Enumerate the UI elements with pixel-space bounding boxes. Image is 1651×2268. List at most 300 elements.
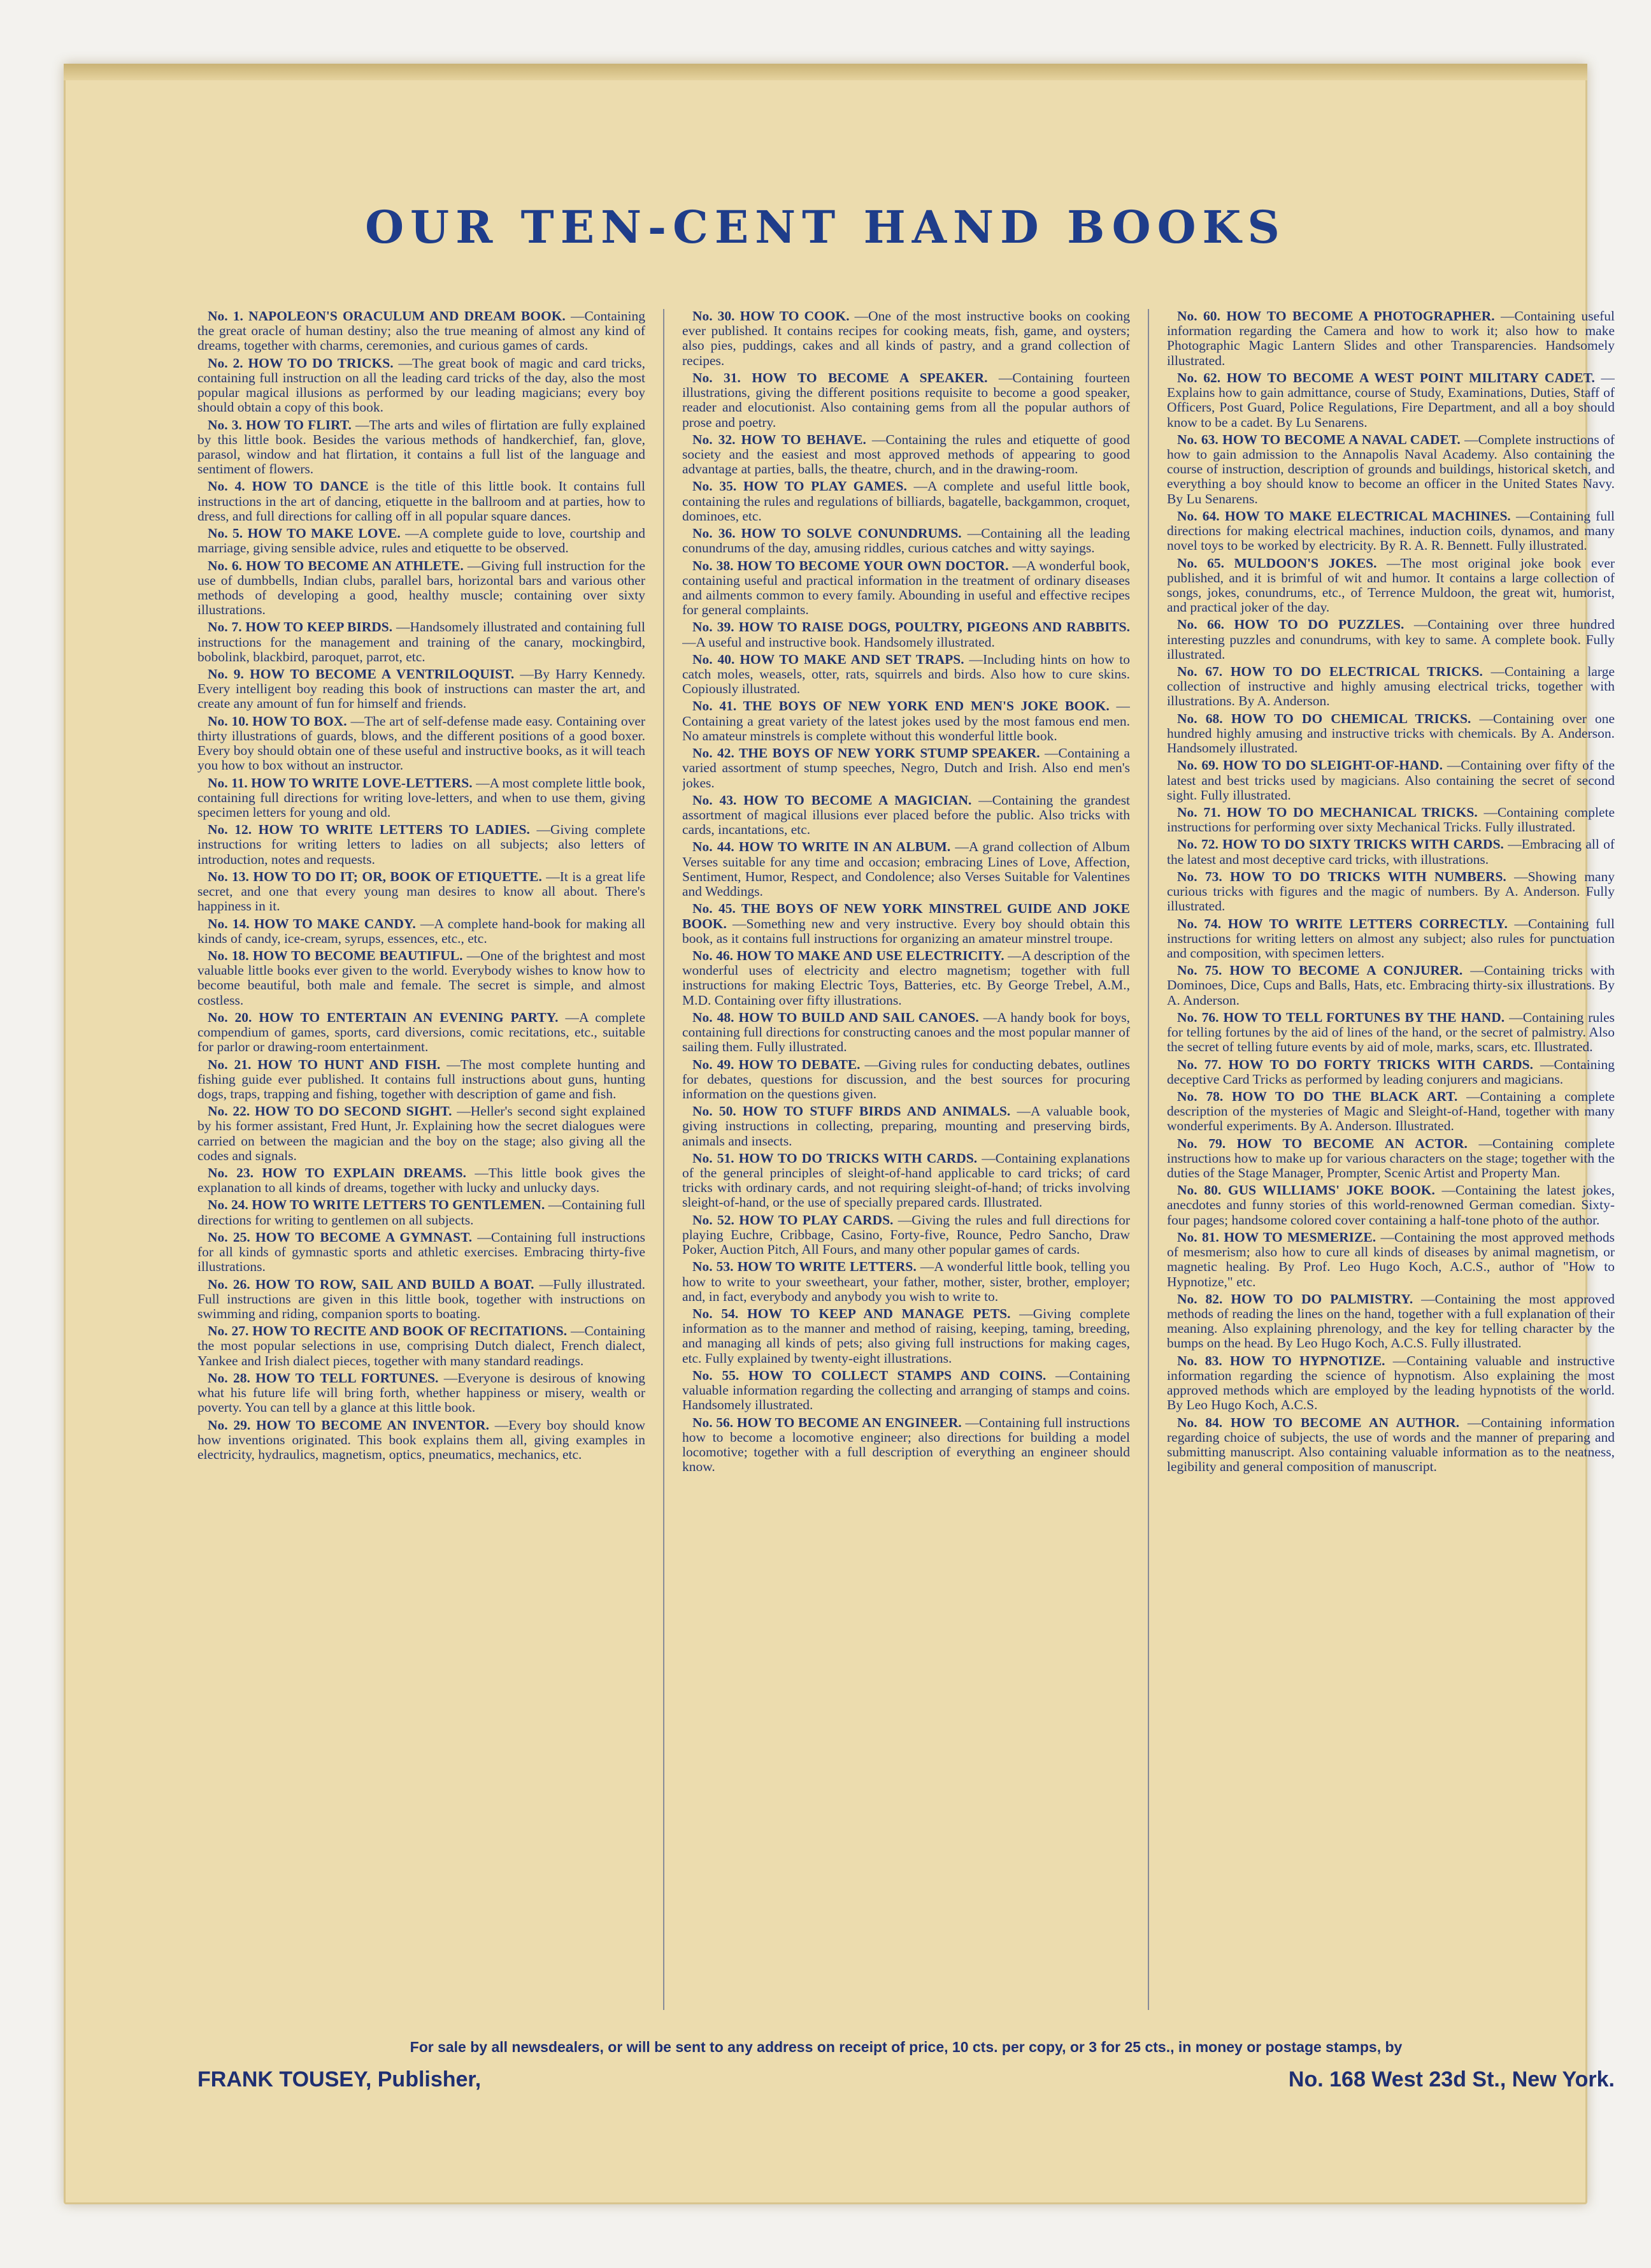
- catalog-entry: [682, 309, 1130, 368]
- catalog-entry: [1167, 433, 1615, 506]
- entry-heading: [692, 558, 1008, 573]
- entry-description: —Containing the most approved methods of reading the lines on the hand, together with a full explanation of their meaning. Also explaining phrenology, and the key for telling character by the bumps on the head. By Leo Hugo Koch, A.C.S. Fully illustrated.: [1167, 1291, 1615, 1351]
- entry-description: —A most complete little book, containing full directions for writing love-letters, and when to use them, giving specimen letters for young and old.: [197, 775, 645, 820]
- entry-number: No. 76.: [1177, 1009, 1219, 1025]
- entry-title: HOW TO EXPLAIN DREAMS.: [262, 1165, 466, 1181]
- entry-heading: [1177, 617, 1404, 632]
- entry-title: HOW TO FLIRT.: [246, 417, 352, 433]
- entry-heading: [1177, 432, 1461, 447]
- publisher-address: No. 168 West 23d St., New York.: [1288, 2067, 1615, 2092]
- entry-number: No. 22.: [208, 1103, 250, 1119]
- entry-heading: [1177, 805, 1478, 820]
- catalog-entry: [682, 699, 1130, 743]
- entry-description: —Containing complete instructions how to make up for various characters on the stage; together with the duties of the Stage Manager, Prompter, Scenic Artist and Property Man.: [1167, 1135, 1615, 1181]
- entry-heading: [208, 666, 514, 682]
- catalog-entry: [197, 1371, 645, 1416]
- entry-description: —Including hints on how to catch moles, weasels, otter, rats, squirrels and birds. Also how to cure skins. Copiously illustrated.: [682, 651, 1130, 697]
- catalog-entry: [197, 479, 645, 524]
- entry-heading: [692, 478, 907, 494]
- catalog-entry: [1167, 664, 1615, 709]
- catalog-entry: [197, 1324, 645, 1368]
- entry-heading: [208, 1103, 452, 1119]
- entry-title: HOW TO BECOME A PHOTOGRAPHER.: [1226, 309, 1495, 324]
- entry-description: —Containing deceptive Card Tricks as performed by leading conjurers and magicians.: [1167, 1056, 1615, 1087]
- catalog-entry: [682, 433, 1130, 477]
- entry-number: No. 69.: [1177, 757, 1219, 773]
- entry-number: No. 2.: [208, 355, 243, 371]
- entry-number: No. 7.: [208, 619, 242, 635]
- entry-heading: [208, 619, 392, 635]
- entry-heading: [692, 698, 1110, 714]
- catalog-entry: [197, 1104, 645, 1163]
- entry-heading: [208, 714, 347, 729]
- entry-heading: [208, 478, 369, 494]
- entry-description: —A complete and useful little book, containing the rules and regulations of billiards, bagatelle, backgammon, croquet, dominoes, etc.: [682, 478, 1130, 524]
- footer: [197, 2039, 1615, 2092]
- entry-description: is the title of this little book. It contains full instructions in the art of dancing, etiquette in the ballroom and at parties, how to dress, and full directions for calling off in all popular square dances.: [197, 478, 645, 524]
- entry-number: No. 45.: [692, 901, 736, 917]
- entry-description: —Containing the most approved methods of mesmerism; also how to cure all kinds of diseases by animal magnetism, or magnetic healing. By Prof. Leo Hugo Koch, A.C.S., author of "How to Hypnotize," etc.: [1167, 1229, 1615, 1289]
- entry-number: No. 44.: [692, 839, 734, 855]
- catalog-entry: [197, 1166, 645, 1195]
- catalog-entry: [197, 309, 645, 354]
- catalog-entry: [682, 1416, 1130, 1475]
- entry-description: —Containing a great variety of the latest jokes used by the most famous end men. No amateur minstrels is complete without this wonderful little book.: [682, 698, 1130, 743]
- entry-number: No. 14.: [208, 915, 250, 931]
- entry-heading: [692, 1306, 1010, 1321]
- catalog-entry: [682, 1010, 1130, 1055]
- entry-title: THE BOYS OF NEW YORK STUMP SPEAKER.: [738, 745, 1040, 761]
- entry-description: —Containing useful information regarding the Camera and how to work it; also how to make Photographic Magic Lantern Slides and other Transparencies. Handsomely illustrated.: [1167, 309, 1615, 368]
- entry-title: HOW TO DEBATE.: [738, 1056, 861, 1072]
- entry-number: No. 36.: [692, 526, 736, 542]
- entry-title: HOW TO KEEP AND MANAGE PETS.: [747, 1306, 1011, 1321]
- entry-title: HOW TO DO THE BLACK ART.: [1232, 1088, 1458, 1104]
- entry-heading: [692, 745, 1040, 761]
- entry-description: —Containing the grandest assortment of magical illusions ever placed before the public. Also tricks with cards, incantations, etc.: [682, 792, 1130, 838]
- entry-description: —Containing full directions for making electrical machines, induction coils, dynamos, and many novel toys to be worked by electricity. By R. A. R. Bennett. Fully illustrated.: [1167, 508, 1615, 554]
- catalog-entry: [1167, 509, 1615, 554]
- page-top-edge: [64, 64, 1587, 80]
- entry-heading: [1177, 836, 1504, 852]
- catalog-entry: [197, 1418, 645, 1463]
- entry-heading: [1177, 1010, 1504, 1025]
- catalog-entry: [197, 1010, 645, 1055]
- entry-number: No. 63.: [1177, 431, 1219, 447]
- entry-description: —It is a great life secret, and one that every young man desires to know all about. There's happiness in it.: [197, 868, 645, 914]
- entry-number: No. 42.: [692, 745, 734, 761]
- entry-number: No. 54.: [692, 1306, 739, 1321]
- entry-heading: [1177, 370, 1595, 385]
- entry-title: HOW TO BECOME AN ENGINEER.: [736, 1414, 962, 1430]
- entry-description: —Containing explanations of the general principles of sleight-of-hand applicable to card tricks; of card tricks with ordinary cards, and not requiring sleight-of-hand; of tricks involving sleight-of-hand, or the use of specially prepared cards. Illustrated.: [682, 1150, 1130, 1210]
- ordering-note: For sale by all newsdealers, or will be sent to any address on receipt of price, 10 cts. per copy, or 3 for 25 cts., in money or postage stamps, by: [410, 2039, 1403, 2055]
- entry-heading: [1177, 711, 1471, 726]
- entry-title: HOW TO WRITE LOVE-LETTERS.: [251, 775, 473, 791]
- entry-description: —Containing valuable and instructive information regarding the science of hypnotism. Also explaining the most approved methods which are employed by the leading hypnotists of the world. By Leo Hugo Koch, A.C.S.: [1167, 1353, 1615, 1413]
- entry-heading: [1177, 1182, 1435, 1198]
- entry-title: HOW TO DO PUZZLES.: [1234, 617, 1404, 633]
- entry-description: —Containing information regarding choice of subjects, the use of words and the manner of preparing and submitting manuscript. Also containing valuable information as to the neatness, legibility and general composition of manuscript.: [1167, 1414, 1615, 1475]
- column-divider: [1148, 309, 1149, 2010]
- entry-heading: [692, 652, 964, 667]
- catalog-entry: [1167, 1183, 1615, 1228]
- entry-number: No. 28.: [208, 1370, 250, 1386]
- catalog-entry: [682, 1151, 1130, 1210]
- entry-title: HOW TO SOLVE CONUNDRUMS.: [741, 526, 962, 542]
- entry-title: HOW TO BOX.: [252, 713, 347, 729]
- entry-title: HOW TO HUNT AND FISH.: [257, 1056, 441, 1072]
- entry-number: No. 31.: [692, 370, 741, 385]
- entry-title: HOW TO BECOME A MAGICIAN.: [743, 792, 972, 808]
- entry-heading: [1177, 963, 1462, 978]
- entry-number: No. 62.: [1177, 370, 1221, 385]
- entry-heading: [1177, 869, 1506, 884]
- entry-title: MULDOON'S JOKES.: [1234, 555, 1377, 571]
- catalog-entry: [1167, 1137, 1615, 1181]
- entry-number: No. 23.: [208, 1165, 254, 1181]
- catalog-entry: [1167, 371, 1615, 430]
- entry-title: HOW TO DO PALMISTRY.: [1231, 1291, 1413, 1307]
- entry-title: HOW TO WRITE LETTERS.: [737, 1259, 917, 1275]
- entry-number: No. 55.: [692, 1367, 740, 1383]
- entry-number: No. 4.: [208, 478, 245, 494]
- entry-heading: [692, 1415, 962, 1430]
- entry-number: No. 24.: [208, 1197, 248, 1213]
- catalog-entry: [197, 526, 645, 556]
- entry-description: —Complete instructions of how to gain admission to the Annapolis Naval Academy. Also containing the course of instruction, description of grounds and buildings, historical sketch, and everything a boy should know to become an officer in the United States Navy. By Lu Senarens.: [1167, 431, 1615, 506]
- entry-title: HOW TO MAKE AND SET TRAPS.: [740, 651, 964, 667]
- entry-number: No. 53.: [692, 1259, 734, 1275]
- entry-title: HOW TO PLAY CARDS.: [739, 1212, 894, 1228]
- entry-number: No. 64.: [1177, 508, 1220, 524]
- entry-heading: [208, 355, 394, 371]
- catalog-entry: [682, 371, 1130, 430]
- entry-description: —The art of self-defense made easy. Containing over thirty illustrations of guards, blows, and the different positions of a good boxer. Every boy should obtain one of these useful and instructive books, as it will teach you how to box without an instructor.: [197, 713, 645, 773]
- entry-description: —Containing the rules and etiquette of good society and the easiest and most approved methods of appearing to good advantage at parties, balls, the theatre, church, and in the drawing-room.: [682, 431, 1130, 477]
- entry-number: No. 25.: [208, 1229, 250, 1245]
- entry-heading: [208, 775, 473, 791]
- entry-title: HOW TO DO ELECTRICAL TRICKS.: [1230, 664, 1483, 680]
- catalog-entry: [1167, 1416, 1615, 1475]
- catalog-entry: [682, 1213, 1130, 1258]
- entry-title: HOW TO BECOME AN ACTOR.: [1236, 1135, 1468, 1151]
- catalog-entry: [1167, 1230, 1615, 1289]
- entry-heading: [208, 1418, 489, 1433]
- entry-description: —Containing fourteen illustrations, giving the different positions requisite to become a good speaker, reader and elocutionist. Also containing gems from all the popular authors of prose and poetry.: [682, 370, 1130, 430]
- entry-number: No. 75.: [1177, 963, 1222, 979]
- entry-title: THE BOYS OF NEW YORK MINSTREL GUIDE AND JOKE BOOK.: [682, 901, 1130, 931]
- entry-description: —Containing complete instructions for performing over sixty Mechanical Tricks. Fully illustrated.: [1167, 805, 1615, 835]
- entry-description: —The most complete hunting and fishing guide ever published. It contains full instructions about guns, hunting dogs, traps, trapping and fishing, together with description of game and fish.: [197, 1056, 645, 1102]
- entry-description: —A complete compendium of games, sports, card diversions, comic recitations, etc., suitable for parlor or drawing-room entertainment.: [197, 1009, 645, 1055]
- entry-title: HOW TO BECOME AN INVENTOR.: [255, 1417, 489, 1433]
- entry-number: No. 50.: [692, 1103, 736, 1119]
- entry-description: —Giving rules for conducting debates, outlines for debates, questions for discussion, and the best sources for procuring information on the questions given.: [682, 1056, 1130, 1102]
- entry-description: —Explains how to gain admittance, course of Study, Examinations, Duties, Staff of Officers, Post Guard, Police Regulations, Fire Department, and all a boy should know to be a cadet. By Lu Senarens.: [1167, 370, 1615, 430]
- entry-description: —Every boy should know how inventions originated. This book explains them all, giving examples in electricity, hydraulics, magnetism, optics, pneumatics, mechanics, etc.: [197, 1417, 645, 1462]
- entry-number: No. 6.: [208, 557, 242, 573]
- entry-number: No. 65.: [1177, 555, 1225, 571]
- entry-number: No. 13.: [208, 868, 249, 884]
- entry-title: HOW TO TELL FORTUNES BY THE HAND.: [1223, 1009, 1505, 1025]
- entry-description: —Heller's second sight explained by his former assistant, Fred Hunt, Jr. Explaining how the secret dialogues were carried on between the magician and the boy on the stage; also giving all the codes and signals.: [197, 1103, 645, 1163]
- entry-number: No. 11.: [208, 775, 248, 791]
- entry-title: HOW TO BECOME AN ATHLETE.: [246, 557, 464, 573]
- entry-title: HOW TO MAKE CANDY.: [254, 915, 416, 931]
- catalog-entry: [197, 356, 645, 415]
- catalog-entry: [1167, 1354, 1615, 1413]
- entry-heading: [692, 1259, 917, 1274]
- entry-title: HOW TO BECOME BEAUTIFUL.: [252, 947, 463, 963]
- entry-title: HOW TO KEEP BIRDS.: [245, 619, 393, 635]
- entry-title: HOW TO DO CHEMICAL TRICKS.: [1231, 710, 1471, 726]
- catalog-entry: [1167, 1058, 1615, 1087]
- entry-title: HOW TO BECOME A CONJURER.: [1229, 963, 1463, 979]
- entry-title: HOW TO MAKE ELECTRICAL MACHINES.: [1224, 508, 1511, 524]
- catalog-entry: [1167, 617, 1615, 662]
- entry-heading: [1177, 1353, 1385, 1368]
- entry-heading: [208, 417, 352, 433]
- catalog-entry: [197, 822, 645, 867]
- entry-heading: [1177, 1136, 1468, 1151]
- entry-title: HOW TO WRITE LETTERS TO GENTLEMEN.: [252, 1197, 545, 1213]
- entry-heading: [1177, 508, 1511, 524]
- catalog-entry: [197, 418, 645, 477]
- catalog-entry: [1167, 556, 1615, 615]
- entry-heading: [692, 526, 962, 541]
- entry-title: THE BOYS OF NEW YORK END MEN'S JOKE BOOK.: [743, 698, 1110, 714]
- entry-description: —The great book of magic and card tricks, containing full instruction on all the leading card tricks of the day, also the most popular magical illusions as performed by our leading magicians; every boy should obtain a copy of this book.: [197, 355, 645, 415]
- entry-description: —A useful and instructive book. Handsomely illustrated.: [682, 634, 995, 650]
- entry-heading: [1177, 556, 1376, 571]
- entry-number: No. 73.: [1177, 868, 1222, 884]
- entry-description: —Giving full instruction for the use of dumbbells, Indian clubs, parallel bars, horizontal bars and various other methods of developing a good, healthy muscle; containing over sixty illustrations.: [197, 557, 645, 618]
- catalog-entry: [682, 793, 1130, 838]
- catalog-entry: [682, 746, 1130, 791]
- entry-title: HOW TO COOK.: [740, 309, 850, 324]
- entry-description: —A grand collection of Album Verses suitable for any time and occasion; embracing Lines of Love, Affection, Sentiment, Humor, Respect, and Condolence; also Verses Suitable for Valentines and Weddings.: [682, 839, 1130, 900]
- entry-heading: [208, 1370, 438, 1386]
- entry-number: No. 49.: [692, 1056, 734, 1072]
- entry-number: No. 20.: [208, 1009, 252, 1025]
- entry-description: —Giving the rules and full directions for playing Euchre, Cribbage, Casino, Forty-five, Rounce, Pedro Sancho, Draw Poker, Auction Pitch, All Fours, and many other popular games of cards.: [682, 1212, 1130, 1258]
- entry-description: —Showing many curious tricks with figures and the magic of numbers. By A. Anderson. Fully illustrated.: [1167, 868, 1615, 914]
- entry-title: HOW TO MAKE LOVE.: [247, 526, 401, 542]
- entry-description: —A handy book for boys, containing full directions for constructing canoes and the most popular manner of sailing them. Fully illustrated.: [682, 1009, 1130, 1055]
- entry-heading: [692, 432, 866, 447]
- entry-title: HOW TO BECOME AN AUTHOR.: [1230, 1414, 1460, 1430]
- catalog-entry: [682, 559, 1130, 618]
- entry-number: No. 43.: [692, 792, 737, 808]
- catalog-entry: [197, 1230, 645, 1275]
- entry-description: —Containing a large collection of instructive and highly amusing electrical tricks, together with illustrations. By A. Anderson.: [1167, 664, 1615, 709]
- entry-description: —Containing the most popular selections in use, comprising Dutch dialect, French dialect, Yankee and Irish dialect pieces, together with many standard readings.: [197, 1323, 645, 1368]
- entry-description: —A description of the wonderful uses of electricity and electro magnetism; together with full instructions for making Electric Toys, Batteries, etc. By George Trebel, A.M., M.D. Containing over fifty illustrations.: [682, 947, 1130, 1008]
- entry-title: HOW TO BUILD AND SAIL CANOES.: [738, 1009, 979, 1025]
- entry-title: HOW TO BEHAVE.: [741, 431, 866, 447]
- catalog-entry: [682, 652, 1130, 697]
- entry-description: —Something new and very instructive. Every boy should obtain this book, as it contains full instructions for organizing an amateur minstrel troupe.: [682, 915, 1130, 946]
- entry-description: —Containing full instructions how to become a locomotive engineer; also directions for building a model locomotive; together with a full description of everything an engineer should know.: [682, 1414, 1130, 1475]
- entry-number: No. 29.: [208, 1417, 251, 1433]
- catalog-entry: [197, 714, 645, 773]
- entry-description: —Containing over fifty of the latest and best tricks used by magicians. Also containing the secret of second sight. Fully illustrated.: [1167, 757, 1615, 803]
- entry-heading: [208, 1197, 545, 1212]
- entry-description: —A wonderful little book, telling you how to write to your sweetheart, your father, mother, sister, brother, employer; and, in fact, everybody and anybody you wish to write to.: [682, 1259, 1130, 1304]
- catalog-column-3: [1167, 309, 1615, 2010]
- entry-description: —Everyone is desirous of knowing what his future life will bring forth, whether happiness or misery, wealth or poverty. You can tell by a glance at this little book.: [197, 1370, 645, 1416]
- entry-heading: [208, 1277, 534, 1292]
- entry-title: NAPOLEON'S ORACULUM AND DREAM BOOK.: [248, 309, 566, 324]
- entry-description: —Containing rules for telling fortunes by the aid of lines of the hand, or the secret of palmistry. Also the secret of telling future events by aid of mole, marks, scars, etc. Illustrated.: [1167, 1009, 1615, 1055]
- entry-description: —Containing tricks with Dominoes, Dice, Cups and Balls, Hats, etc. Embracing thirty-six illustrations. By A. Anderson.: [1167, 963, 1615, 1008]
- entry-heading: [1177, 1291, 1413, 1307]
- entry-heading: [208, 1057, 440, 1072]
- catalog-entry: [682, 1260, 1130, 1304]
- entry-title: HOW TO BECOME A WEST POINT MILITARY CADET.: [1226, 370, 1595, 385]
- catalog-page: [64, 64, 1615, 2204]
- entry-number: No. 72.: [1177, 836, 1219, 852]
- entry-heading: [1177, 1057, 1533, 1072]
- catalog-entry: [682, 901, 1130, 946]
- entry-heading: [208, 1323, 567, 1339]
- entry-heading: [208, 916, 416, 931]
- entry-heading: [1177, 664, 1483, 679]
- catalog-entry: [682, 526, 1130, 556]
- entry-title: HOW TO WRITE IN AN ALBUM.: [738, 839, 951, 855]
- entry-heading: [692, 1103, 1010, 1119]
- entry-number: No. 81.: [1177, 1229, 1219, 1245]
- entry-heading: [692, 1057, 861, 1072]
- entry-number: No. 84.: [1177, 1414, 1223, 1430]
- entry-number: No. 60.: [1177, 309, 1220, 324]
- catalog-entry: [1167, 309, 1615, 368]
- entry-heading: [208, 869, 542, 884]
- catalog-entry: [682, 479, 1130, 524]
- catalog-entry: [1167, 963, 1615, 1008]
- entry-number: No. 77.: [1177, 1056, 1222, 1072]
- entry-description: —Containing full instructions for all kinds of gymnastic sports and athletic exercises. Embracing thirty-five illustrations.: [197, 1229, 645, 1275]
- entry-title: HOW TO DO TRICKS WITH CARDS.: [738, 1150, 978, 1166]
- catalog-entry: [682, 949, 1130, 1008]
- entry-title: HOW TO WRITE LETTERS TO LADIES.: [258, 822, 530, 838]
- entry-description: —Containing full directions for writing to gentlemen on all subjects.: [197, 1197, 645, 1228]
- catalog-entry: [197, 949, 645, 1008]
- entry-number: No. 5.: [208, 526, 243, 542]
- catalog-entry: [682, 1368, 1130, 1413]
- entry-number: No. 1.: [208, 309, 243, 324]
- entry-title: HOW TO HYPNOTIZE.: [1229, 1353, 1385, 1368]
- catalog-columns: [197, 309, 1615, 2010]
- entry-heading: [1177, 1089, 1457, 1104]
- entry-heading: [208, 309, 566, 324]
- entry-title: HOW TO COLLECT STAMPS AND COINS.: [748, 1367, 1047, 1383]
- entry-number: No. 3.: [208, 417, 242, 433]
- entry-title: HOW TO RAISE DOGS, POULTRY, PIGEONS AND RABBITS.: [738, 619, 1130, 635]
- entry-number: No. 68.: [1177, 710, 1223, 726]
- catalog-entry: [682, 1058, 1130, 1102]
- entry-description: —A complete hand-book for making all kinds of candy, ice-cream, syrups, essences, etc., etc.: [197, 915, 645, 946]
- catalog-column-2: [682, 309, 1130, 2010]
- entry-title: HOW TO DO TRICKS.: [248, 355, 394, 371]
- catalog-column-1: [197, 309, 645, 2010]
- entry-description: —Containing over three hundred interesting puzzles and conundrums, with key to same. A complete book. Fully illustrated.: [1167, 617, 1615, 662]
- entry-description: —Containing the great oracle of human destiny; also the true meaning of almost any kind of dreams, together with charms, ceremonies, and curious games of cards.: [197, 309, 645, 354]
- catalog-entry: [197, 917, 645, 946]
- entry-heading: [692, 370, 988, 385]
- entry-description: —A complete guide to love, courtship and marriage, giving sensible advice, rules and etiquette to be observed.: [197, 526, 645, 556]
- entry-heading: [692, 1010, 979, 1025]
- entry-heading: [692, 1368, 1046, 1383]
- catalog-entry: [197, 1198, 645, 1227]
- entry-title: HOW TO RECITE AND BOOK OF RECITATIONS.: [252, 1323, 568, 1339]
- entry-number: No. 35.: [692, 478, 737, 494]
- entry-number: No. 79.: [1177, 1135, 1226, 1151]
- catalog-entry: [1167, 805, 1615, 835]
- entry-description: —The most original joke book ever published, and it is brimful of wit and humor. It contains a large collection of songs, jokes, conundrums, etc., of Terrence Muldoon, the great wit, humorist, and practical joker of the day.: [1167, 555, 1615, 615]
- entry-description: —Giving complete instructions for writing letters to ladies on all subjects; also letters of introduction, notes and requests.: [197, 822, 645, 867]
- entry-title: HOW TO DO IT; OR, BOOK OF ETIQUETTE.: [253, 868, 542, 884]
- entry-title: HOW TO DO SIXTY TRICKS WITH CARDS.: [1222, 836, 1504, 852]
- entry-number: No. 51.: [692, 1150, 734, 1166]
- entry-number: No. 41.: [692, 698, 737, 714]
- entry-heading: [1177, 757, 1443, 773]
- entry-heading: [692, 619, 1130, 635]
- entry-heading: [1177, 309, 1495, 324]
- entry-number: No. 32.: [692, 431, 736, 447]
- entry-title: HOW TO DO FORTY TRICKS WITH CARDS.: [1228, 1056, 1533, 1072]
- entry-title: HOW TO ROW, SAIL AND BUILD A BOAT.: [255, 1276, 534, 1292]
- footer-row: [197, 2067, 1615, 2092]
- entry-number: No. 10.: [208, 713, 249, 729]
- entry-title: HOW TO DO SLEIGHT-OF-HAND.: [1223, 757, 1443, 773]
- catalog-entry: [682, 1307, 1130, 1366]
- entry-title: HOW TO BECOME A SPEAKER.: [752, 370, 988, 385]
- entry-title: HOW TO MAKE AND USE ELECTRICITY.: [736, 947, 1004, 963]
- entry-description: —Containing a varied assortment of stump speeches, Negro, Dutch and Irish. Also end men's jokes.: [682, 745, 1130, 791]
- entry-number: No. 46.: [692, 947, 733, 963]
- entry-description: —Containing full instructions for writing letters on almost any subject; also rules for punctuation and composition, with specimen letters.: [1167, 915, 1615, 961]
- entry-title: HOW TO DO TRICKS WITH NUMBERS.: [1230, 868, 1506, 884]
- entry-title: HOW TO PLAY GAMES.: [743, 478, 907, 494]
- catalog-entry: [197, 1277, 645, 1322]
- entry-title: GUS WILLIAMS' JOKE BOOK.: [1227, 1182, 1435, 1198]
- entry-number: No. 27.: [208, 1323, 249, 1339]
- entry-heading: [692, 839, 950, 854]
- entry-number: No. 30.: [692, 309, 735, 324]
- entry-title: HOW TO DO MECHANICAL TRICKS.: [1226, 805, 1478, 820]
- entry-title: HOW TO WRITE LETTERS CORRECTLY.: [1227, 915, 1508, 931]
- entry-number: No. 67.: [1177, 664, 1223, 680]
- catalog-entry: [197, 1058, 645, 1102]
- entry-description: —Giving complete information as to the manner and method of raising, keeping, taming, breeding, and managing all kinds of pets; also giving full instructions for making cages, etc. Fully explained by twenty-eight illustrations.: [682, 1306, 1130, 1366]
- entry-title: HOW TO BECOME A NAVAL CADET.: [1222, 431, 1461, 447]
- entry-number: No. 21.: [208, 1056, 252, 1072]
- column-divider: [663, 309, 664, 2010]
- entry-title: HOW TO BECOME A GYMNAST.: [255, 1229, 473, 1245]
- entry-heading: [208, 948, 463, 963]
- catalog-entry: [197, 559, 645, 618]
- entry-description: —Handsomely illustrated and containing full instructions for the management and training of the canary, mockingbird, bobolink, blackbird, paroquet, parrot, etc.: [197, 619, 645, 664]
- entry-description: —One of the brightest and most valuable little books ever given to the world. Everybody wishes to know how to become beautiful, both male and female. The secret is simple, and almost costless.: [197, 947, 645, 1008]
- entry-heading: [692, 1212, 893, 1228]
- catalog-entry: [197, 667, 645, 712]
- catalog-entry: [1167, 837, 1615, 866]
- catalog-entry: [682, 840, 1130, 899]
- entry-description: —Containing over one hundred highly amusing and instructive tricks with chemicals. By A. Anderson. Handsomely illustrated.: [1167, 710, 1615, 756]
- catalog-entry: [197, 776, 645, 821]
